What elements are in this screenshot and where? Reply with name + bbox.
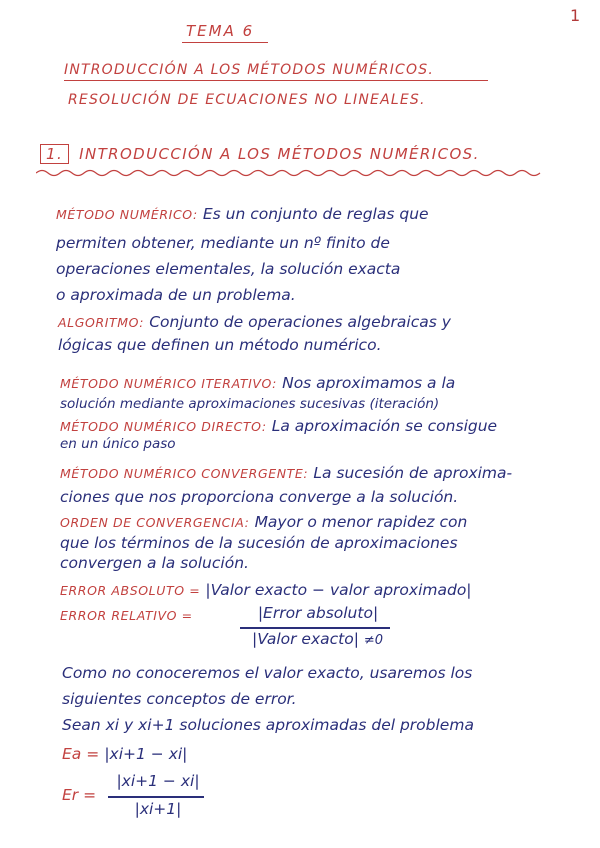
algoritmo-line-1 <box>58 312 451 331</box>
er-fraction-bar <box>108 796 204 798</box>
iterativo-text-1: Nos aproximamos a la <box>282 374 456 392</box>
page-title: TEMA 6 <box>186 22 255 40</box>
heading-line-1: INTRODUCCIÓN A LOS MÉTODOS NUMÉRICOS. <box>64 62 434 78</box>
section-number: 1. <box>40 144 69 164</box>
error-relativo-label: ERROR RELATIVO = <box>60 608 193 623</box>
iterativo-line-2: solución mediante aproximaciones sucesivas (iteración) <box>60 396 440 412</box>
orden-label: ORDEN DE CONVERGENCIA: <box>60 515 250 530</box>
metodo-numerico-line-2: permiten obtener, mediante un nº finito de <box>56 234 390 252</box>
metodo-numerico-line-1 <box>56 204 429 223</box>
ea-lhs: Ea = <box>62 745 100 763</box>
error-relativo-denominator: |Valor exacto| <box>252 630 359 648</box>
error-relativo-denominator-line <box>252 630 383 648</box>
convergente-label: MÉTODO NUMÉRICO CONVERGENTE: <box>60 466 309 481</box>
ea-rhs: |xi+1 − xi| <box>104 745 188 763</box>
directo-line-1 <box>60 416 497 435</box>
parrafo-line-3: Sean xi y xi+1 soluciones aproximadas del problema <box>62 716 474 734</box>
error-absoluto-line <box>60 580 472 599</box>
er-lhs: Er = <box>62 786 97 804</box>
metodo-numerico-line-3: operaciones elementales, la solución exacta <box>56 260 401 278</box>
error-absoluto-text: |Valor exacto − valor aproximado| <box>205 581 472 599</box>
error-absoluto-label: ERROR ABSOLUTO = <box>60 583 201 598</box>
heading-underline <box>64 80 488 81</box>
section-heading <box>40 144 480 164</box>
title-underline <box>182 42 268 43</box>
orden-line-2: que los términos de la sucesión de aproximaciones <box>60 534 458 552</box>
error-relativo-condition: ≠0 <box>363 633 384 648</box>
orden-line-3: convergen a la solución. <box>60 554 249 572</box>
error-relativo-fraction-bar <box>240 627 390 629</box>
convergente-line-2: ciones que nos proporciona converge a la solución. <box>60 488 459 506</box>
parrafo-line-1: Como no conoceremos el valor exacto, usaremos los <box>62 664 473 682</box>
page-number: 1 <box>570 6 581 25</box>
metodo-numerico-text-1: Es un conjunto de reglas que <box>202 205 429 223</box>
directo-text-1: La aproximación se consigue <box>271 417 498 435</box>
algoritmo-label: ALGORITMO: <box>58 315 145 330</box>
iterativo-line-1 <box>60 373 455 392</box>
orden-text-1: Mayor o menor rapidez con <box>254 513 468 531</box>
ea-formula <box>62 744 187 763</box>
er-denominator: |xi+1| <box>134 800 182 818</box>
orden-line-1 <box>60 512 467 531</box>
section-wavy-underline <box>36 168 546 178</box>
directo-line-2: en un único paso <box>60 436 176 452</box>
section-title: INTRODUCCIÓN A LOS MÉTODOS NUMÉRICOS. <box>79 145 480 163</box>
iterativo-label: MÉTODO NUMÉRICO ITERATIVO: <box>60 376 277 391</box>
parrafo-line-2: siguientes conceptos de error. <box>62 690 297 708</box>
metodo-numerico-line-4: o aproximada de un problema. <box>56 286 296 304</box>
convergente-text-1: La sucesión de aproxima- <box>313 464 513 482</box>
er-numerator: |xi+1 − xi| <box>116 772 200 790</box>
heading-line-2: RESOLUCIÓN DE ECUACIONES NO LINEALES. <box>68 92 426 108</box>
directo-label: MÉTODO NUMÉRICO DIRECTO: <box>60 419 267 434</box>
algoritmo-line-2: lógicas que definen un método numérico. <box>58 336 382 354</box>
error-relativo-numerator: |Error absoluto| <box>257 604 379 622</box>
convergente-line-1 <box>60 463 512 482</box>
metodo-numerico-label: MÉTODO NUMÉRICO: <box>56 207 198 222</box>
algoritmo-text-1: Conjunto de operaciones algebraicas y <box>149 313 451 331</box>
